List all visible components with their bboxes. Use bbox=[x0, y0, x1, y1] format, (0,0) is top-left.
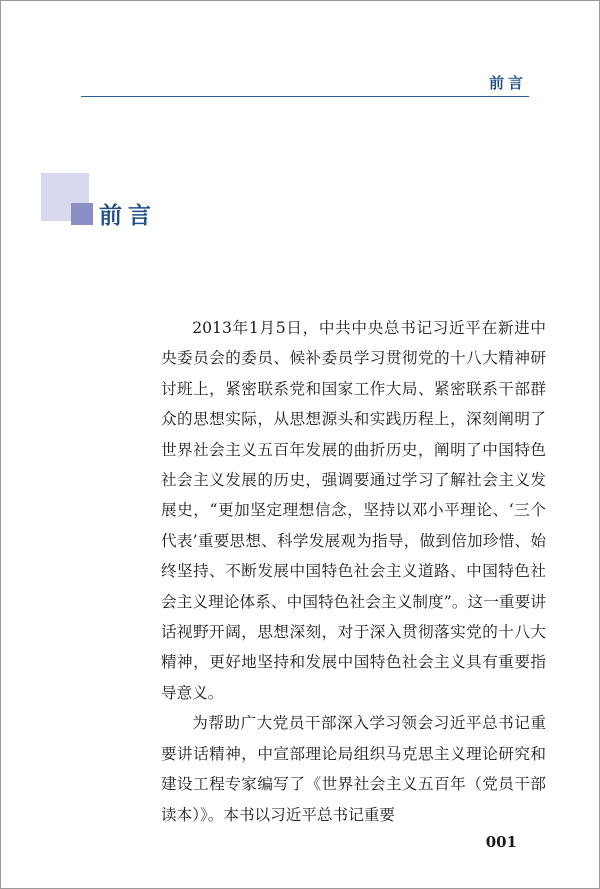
paragraph-2: 为帮助广大党员干部深入学习领会习近平总书记重要讲话精神，中宣部理论局组织马克思主义理论研究和建设工程专家编写了《世界社会主义五百年（党员干部读本）》。本书以习近平总书记重要 bbox=[161, 714, 546, 824]
chapter-title: 前言 bbox=[99, 203, 157, 229]
body-text bbox=[161, 313, 546, 830]
header-rule bbox=[81, 96, 529, 97]
paragraph-1: 2013年1月5日，中共中央总书记习近平在新进中央委员会的委员、候补委员学习贯彻党的十八大精神研讨班上，紧密联系党和国家工作大局、紧密联系干部群众的思想实际，从思想源头和实践历程上，深刻阐明了世界社会主义五百年发展的曲折历史，阐明了中国特色社会主义发展的历史，强调要通过学习了解社会主义发展史，“更加坚定理想信念，坚持以邓小平理论、‘三个代表’重要思想、科学发展观为指导，做到倍加珍惜、始终坚持、不断发展中国特色社会主义道路、中国特色社会主义理论体系、中国特色社会主义制度”。这一重要讲话视野开阔，思想深刻，对于深入贯彻落实党的十八大精神，更好地坚持和发展中国特色社会主义具有重要指导意义。 bbox=[161, 319, 546, 702]
title-decoration-square-small bbox=[71, 203, 93, 225]
page-number: 001 bbox=[485, 833, 517, 851]
running-head: 前言 bbox=[488, 74, 527, 92]
